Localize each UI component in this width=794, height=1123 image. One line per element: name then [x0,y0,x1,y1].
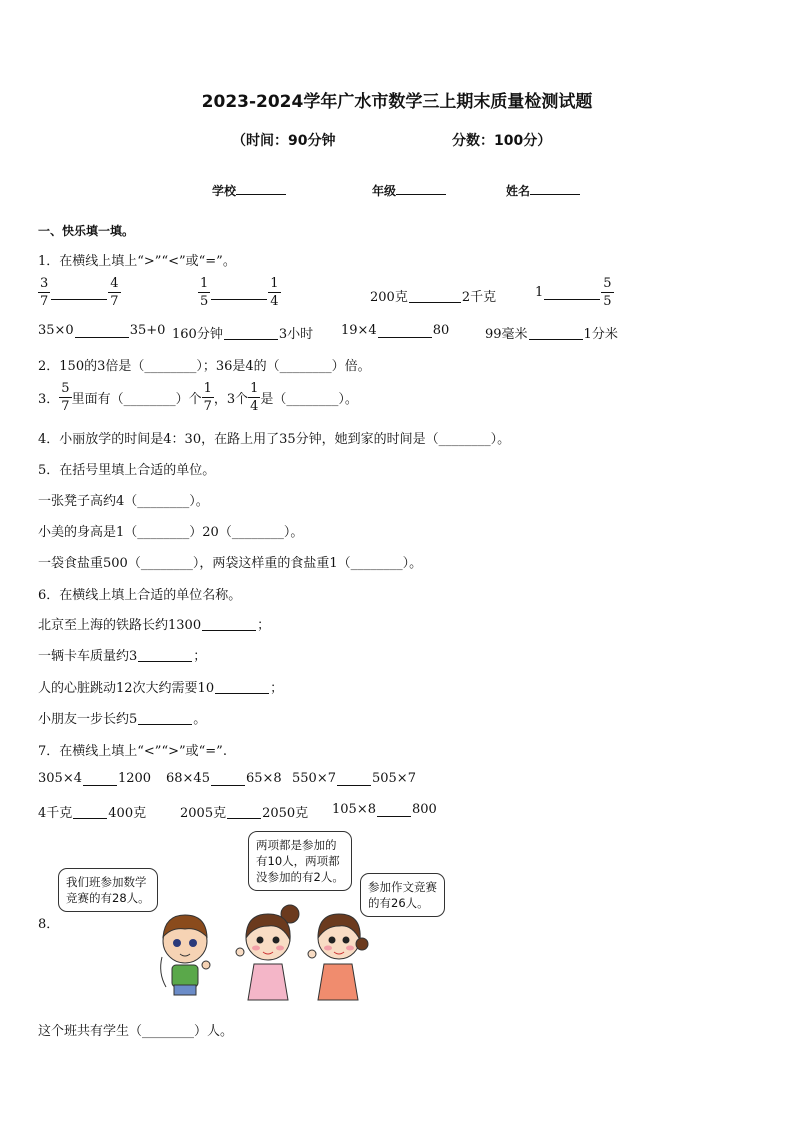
q7-stem: 7．在横线上填上“<”“>”或“=”. [38,744,227,759]
q5-line1: 一张凳子高约4（________）。 [38,494,209,509]
q7-row2-b: 2005克 2050克 [180,806,309,821]
q6-line1: 北京至上海的铁路长约1300 ； [38,618,271,633]
answer-blank[interactable] [378,323,432,338]
grade-label: 年级 [372,184,397,198]
answer-blank[interactable] [83,771,117,786]
q6-line4: 小朋友一步长约5 。 [38,712,207,727]
q5-line3: 一袋食盐重500（________），两袋这样重的食盐重1（________）。 [38,556,423,571]
answer-blank[interactable] [377,802,411,817]
answer-blank[interactable] [224,325,278,340]
q2: 2．150的3倍是（________）；36是4的（________）倍。 [38,359,371,374]
q3: 3． $\frac{5}{7}$ 里面有（________）个 $\frac{1}{7}$ ，3个 $\frac{1}{4}$ 是（________）。 [38,381,358,414]
q6-line3: 人的心脏跳动12次大约需要10 ； [38,681,284,696]
fraction: $\frac{1}{7}$ [203,381,212,414]
name-label: 姓名 [506,184,531,198]
q6-stem: 6．在横线上填上合适的单位名称。 [38,588,242,603]
fraction: $\frac{5}{5}$ [603,276,612,309]
answer-blank[interactable] [529,325,583,340]
school-blank[interactable] [236,182,286,195]
answer-blank[interactable] [202,616,256,631]
speech-bubble-girl2: 参加作文竞赛 的有26人。 [360,873,445,917]
speech-bubble-boy: 我们班参加数学 竞赛的有28人。 [58,868,158,912]
answer-blank[interactable] [138,647,192,662]
fraction: $\frac{1}{4}$ [250,381,259,414]
q1-row2-a: 35×0 35+0 [38,323,166,338]
compare-right: 2千克 [461,290,497,305]
answer-blank[interactable] [409,288,461,303]
q7-row1-a: 305×4 1200 [38,771,152,786]
answer-blank[interactable] [51,285,107,300]
speech-bubble-girl1: 两项都是参加的 有10人，两项都 没参加的有2人。 [248,831,352,891]
fraction: $\frac{1}{4}$ [270,276,279,309]
answer-blank[interactable] [544,285,600,300]
q1-row1-b [198,275,281,310]
q5-stem: 5．在括号里填上合适的单位。 [38,463,216,478]
fraction: $\frac{3}{7}$ [40,276,49,309]
section-heading: 一、快乐填一填。 [38,224,135,238]
grade-field[interactable] [372,182,446,199]
fraction: $\frac{5}{7}$ [61,381,70,414]
q1-row2-d: 99毫米 1分米 [485,327,618,342]
answer-blank[interactable] [337,771,371,786]
answer-blank[interactable] [211,771,245,786]
fraction: $\frac{1}{5}$ [200,276,209,309]
name-blank[interactable] [530,182,580,195]
q8-question: 这个班共有学生（________）人。 [38,1024,234,1039]
compare-left: 1 [535,285,544,300]
q7-row1-c: 550×7 505×7 [292,771,416,786]
school-field[interactable] [212,182,286,199]
q7-row1-b: 68×45 65×8 [166,771,282,786]
q1-row2-b: 160分钟 3小时 [172,327,314,342]
answer-blank[interactable] [138,710,192,725]
q1-row1-d [535,275,614,310]
fraction: $\frac{4}{7}$ [110,276,119,309]
q6-line2: 一辆卡车质量约3 ； [38,649,207,664]
girl2-illustration-icon [306,904,372,1004]
compare-left: 200克 [370,290,408,305]
girl-illustration-icon [232,900,304,1008]
q5-line2: 小美的身高是1（________）20（________）。 [38,525,304,540]
answer-blank[interactable] [211,285,267,300]
name-field[interactable] [506,182,580,199]
exam-time: （时间：90分钟 [232,133,336,149]
grade-blank[interactable] [396,182,446,195]
school-label: 学校 [212,184,237,198]
answer-blank[interactable] [215,679,269,694]
q1-row1-c [370,286,496,305]
q1-stem: 1．在横线上填上“>”“<”或“=”。 [38,254,236,269]
answer-blank[interactable] [73,804,107,819]
q7-row2-a: 4千克 400克 [38,806,147,821]
page-title: 2023-2024学年广水市数学三上期末质量检测试题 [201,92,593,112]
q1-row2-c: 19×4 80 [341,323,450,338]
answer-blank[interactable] [227,804,261,819]
answer-blank[interactable] [75,323,129,338]
q7-row2-c: 105×8 800 [332,802,437,817]
boy-illustration-icon [150,905,220,1003]
q1-row1-a [38,275,121,310]
exam-score: 分数：100分） [452,133,552,149]
q8-number: 8． [38,917,60,932]
q4: 4．小丽放学的时间是4：30，在路上用了35分钟，她到家的时间是（________）。 [38,432,511,447]
